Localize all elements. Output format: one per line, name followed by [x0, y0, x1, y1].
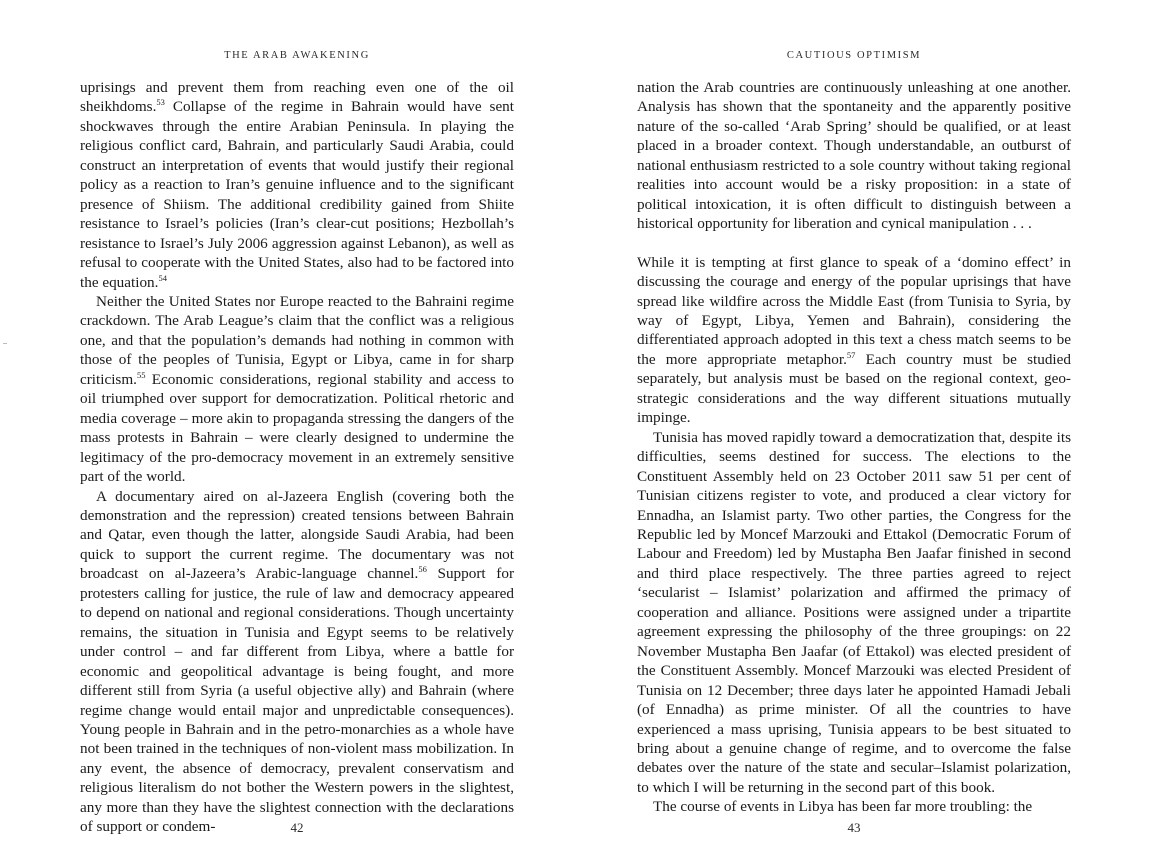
right-page [585, 0, 1170, 851]
paragraph [637, 797, 1071, 816]
text-run: The course of events in Libya has been far more troubling: the [653, 798, 1033, 816]
paragraph [637, 253, 1071, 428]
page-number-left: 42 [290, 820, 304, 835]
text-run: Collapse of the regime in Bahrain would have sent shockwaves through the entire Arabian Peninsula. In playing the religious conflict card, Bahrain, and particularly Saudi Arabia, could construct an interpretation of events that would justify their regional policy as a reaction to Iran’s genuine influence and to the significant presence of Shiism. The additional credibility gained from Shiite resistance to Israel’s policies (Iran’s clear-cut positions; Hezbollah’s resistance to Israel’s July 2006 aggression against Lebanon), as well as refusal to cooperate with the United States, also had to be factored into the equation. [80, 98, 514, 291]
paragraph [637, 428, 1071, 798]
running-head-left: THE ARAB AWAKENING [224, 50, 370, 61]
running-head-right: CAUTIOUS OPTIMISM [786, 50, 922, 61]
page-number-right: 43 [847, 820, 861, 835]
text-run: Tunisia has moved rapidly toward a democratization that, despite its difficulties, seems destined for success. The elections to the Constituent Assembly held on 23 October 2011 saw 51 per cent of Tunisian citizens register to vote, and produced a clear victory for Ennadha, an Islamist party. Two other parties, the Congress for the Republic led by Moncef Marzouki and Ettakol (Democratic Forum of Labour and Freedom) led by Mustapha Ben Jaafar finished in second and third place respectively. The three parties agreed to reject ‘secularist – Islamist’ polarization and affirmed the primacy of cooperation and alliance. Positions were assigned under a tripartite agreement expressing the philosophy of the three groupings: on 22 November Mustapha Ben Jaafar (of Ettakol) was elected president of the Constituent Assembly. Moncef Marzouki was elected President of Tunisia on 12 December; three days later he appointed Hamadi Jebali (of Ennadha) as prime minister. Of all the countries to have experienced a mass uprising, Tunisia appears to be best situated to bring about a genuine change of regime, and to overcome the false debates over the nature of the state and secular–Islamist polarization, to which I will be returning in the second part of this book. [637, 428, 1071, 796]
body-text-left [80, 78, 514, 837]
text-run: Economic considerations, regional stability and access to oil triumphed over support for democratization. Political rhetoric and media coverage – more akin to propaganda stressing the dangers of the mass protests in Bahrain – were clearly designed to undermine the legitimacy of the pro-democracy movement in an extremely sensitive part of the world. [80, 370, 514, 486]
text-run: A documentary aired on al-Jazeera English (covering both the demonstration and the repression) created tensions between Bahrain and Qatar, even though the latter, alongside Saudi Arabia, had been quick to support the current regime. The documentary was not broadcast on al-Jazeera’s Arabic-language channel. [80, 487, 514, 583]
text-run: nation the Arab countries are continuously unleashing at one another. Analysis has shown that the spontaneity and the apparently positive nature of the so-called ‘Arab Spring’ should be qualified, or at least placed in a broader context. Though understandable, an outburst of national enthusiasm restricted to a sole country without taking regional realities into account would be a risky proposition: in a state of political intoxication, it is often difficult to distinguish between a historical opportunity for liberation and cynical manipulation . . . [637, 79, 1071, 233]
text-run: While it is tempting at first glance to speak of a ‘domino effect’ in discussing the courage and energy of the popular uprisings that have spread like wildfire across the Middle East (from Tunisia to Syria, by way of Egypt, Libya, Yemen and Bahrain), considering the differentiated approach adopted in this text a chess match seems to be the more appropriate metaphor. [637, 253, 1071, 368]
body-text-right [637, 78, 1071, 817]
footnote-ref: 57 [846, 349, 856, 360]
footnote-ref: 55 [136, 369, 146, 380]
footnote-ref: 56 [418, 564, 427, 575]
paragraph [80, 78, 514, 292]
margin-mark [3, 343, 7, 344]
paragraph [80, 292, 514, 487]
paragraph [637, 78, 1071, 234]
text-run: Each country must be studied separately, but analysis must be based on the regional context, geo-strategic considerations and the way different situations mutually impinge. [637, 350, 1071, 427]
footnote-ref: 53 [156, 97, 165, 108]
text-run: uprisings and prevent them from reaching even one of the oil sheikhdoms. [80, 79, 514, 116]
footnote-ref: 54 [158, 272, 167, 283]
paragraph [80, 487, 514, 837]
text-run: Support for protesters calling for justice, the rule of law and democracy appeared to depend on national and regional considerations. Though uncertainty remains, the situation in Tunisia and Egypt seems to be relatively under control – and far different from Libya, where a battle for economic and geopolitical advantage is being fought, and more different still from Syria (a useful objective ally) and Bahrain (where regime change would entail major and unpredictable consequences). Young people in Bahrain and in the petro-monarchies as a whole have not been trained in the techniques of non-violent mass mobilization. In any event, the absence of democracy, prevalent conservatism and religious literalism do not bother the Western powers in the slightest, any more than they have the slightest connection with the declarations of support or condem- [80, 565, 515, 836]
text-run: Neither the United States nor Europe reacted to the Bahraini regime crackdown. The Arab League’s claim that the conflict was a religious one, and that the population’s demands had nothing in common with those of the peoples of Tunisia, Egypt or Libya, came in for sharp criticism. [80, 292, 514, 388]
